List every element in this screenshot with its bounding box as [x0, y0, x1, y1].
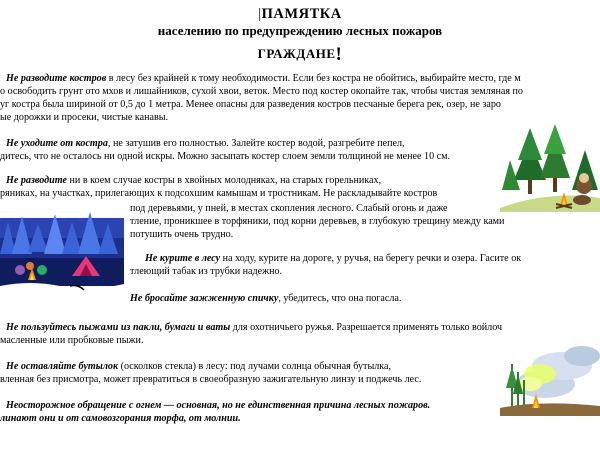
section-6-lead: Не пользуйтесь пыжами из пакли, бумаги и ваты: [6, 322, 231, 333]
section-2-lead: Не уходите от костра: [6, 138, 108, 149]
text-cursor: |: [258, 6, 262, 22]
section-3-line-5: потушить очень трудно.: [130, 229, 234, 240]
campfire-forest-illustration: [500, 120, 600, 212]
section-4-line-2: тлеющий табак из трубки надежно.: [130, 266, 283, 277]
section-7-line-2: вленная без присмотра, может превратиться в своеобразную зажигательную линзу и поджечь лес.: [0, 374, 422, 385]
section-6-line-2: масленные или пробковые пыжи.: [0, 335, 144, 346]
section-7-line-1: Не оставляйте бутылок (осколков стекла) в лесу: под лучами солнца обычная бутылка,: [6, 361, 392, 372]
address-heading: [0, 44, 600, 66]
section-1-line-3: уг костра была шириной от 0,5 до 1 метра. Менее опасны для разведения костров песчаные берега рек, озер, не заро: [0, 99, 501, 110]
section-5-lead: Не бросайте зажженную спичку: [130, 293, 279, 304]
section-8-line-2: линают они и от самовозгорания торфа, от молнии.: [0, 413, 241, 424]
section-1-line-4: ые дорожки и просеки, чистые канавы.: [0, 112, 169, 123]
section-8-line-1: Неосторожное обращение с огнем — основная, но не единственная причина лесных пожаров.: [6, 400, 431, 411]
section-3-line-2: ряниках, на участках, прилегающих к подсохшим камышам и тростникам. Не раскладывайте костров: [0, 188, 438, 199]
section-1-line-1: Не разводите костров в лесу без крайней к тому необходимости. Если без костра не обойтись, выбирайте место, где м: [6, 73, 521, 84]
page-subtitle: населению по предупреждению лесных пожаров: [157, 23, 443, 38]
section-1-lead: Не разводите костров: [6, 73, 107, 84]
night-camp-illustration: [0, 204, 124, 292]
forest-fire-illustration: [500, 344, 600, 416]
page-title: [0, 6, 600, 23]
section-7-lead: Не оставляйте бутылок: [6, 361, 119, 372]
section-1-line-2: о освободить грунт ото мхов и лишайников, сухой хвои, веток. Место под костер окопайте так, чтобы чистая земляная по: [0, 86, 523, 97]
section-3-line-1: Не разводите ни в коем случае костры в хвойных молодняках, на старых горельниках,: [6, 175, 382, 186]
section-2-line-2: дитесь, что не осталось ни одной искры. Можно засыпать костер слоем земли толщиной не менее 10 см.: [0, 151, 451, 162]
section-3-line-4: тление, проникшее в торфяники, под корни деревьев, в глубокую трещину между ками: [130, 216, 505, 227]
title-text: ПАМЯТКА: [261, 6, 342, 22]
section-5-line-1: Не бросайте зажженную спичку, убедитесь, что она погасла.: [130, 293, 402, 304]
section-6-line-1: Не пользуйтесь пыжами из пакли, бумаги и ваты для охотничьего ружья. Разрешается применять только войлоч: [6, 322, 503, 333]
exclamation: !: [335, 44, 343, 65]
address-text: ГРАЖДАНЕ: [257, 46, 336, 61]
section-4-lead: Не курите в лесу: [145, 253, 221, 264]
section-2-line-1: Не уходите от костра, не затушив его полностью. Залейте костер водой, разгребите пепел,: [6, 138, 405, 149]
section-3-line-3: под деревьями, у пней, в местах скопления лесного. Слабый огонь и даже: [130, 203, 448, 214]
section-4-line-1: Не курите в лесу на ходу, курите на дороге, у ручья, на берегу речки и озера. Гасите ок: [145, 253, 522, 264]
section-3-lead: Не разводите: [6, 175, 67, 186]
